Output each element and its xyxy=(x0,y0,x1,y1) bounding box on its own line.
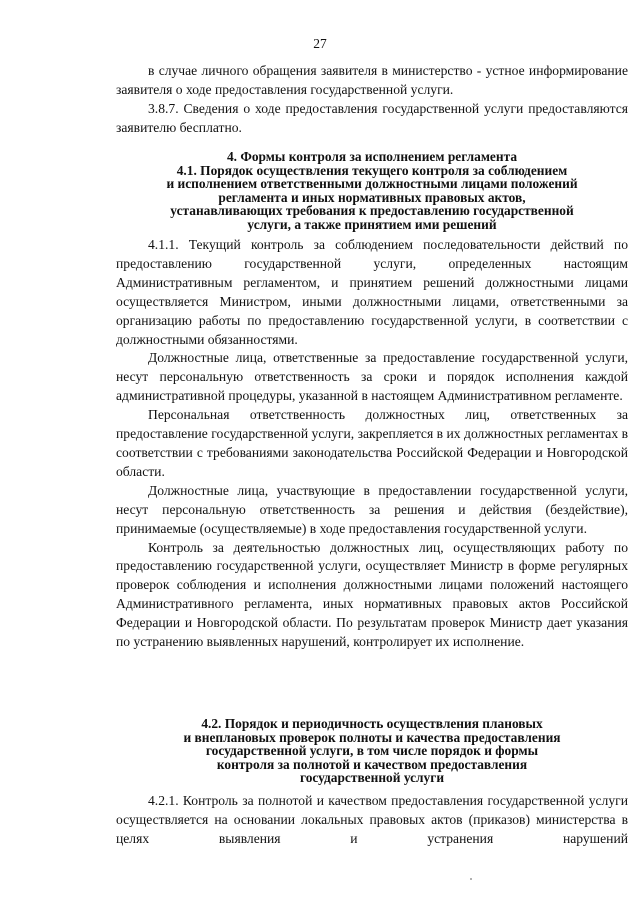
page-number: 27 xyxy=(313,36,327,51)
subsection-title-line: регламента и иных нормативных правовых актов, xyxy=(218,189,526,205)
subsection-title-line: 4.1. Порядок осуществления текущего контроля за соблюдением xyxy=(176,162,568,178)
subsection-title-line: и исполнением ответственными должностными лицами положений xyxy=(166,176,578,192)
intro-text xyxy=(116,62,628,138)
scan-speck xyxy=(470,878,472,880)
paragraph: в случае личного обращения заявителя в министерство - устное информирование заявителя о ходе предоставления государственной услуги. xyxy=(116,63,628,97)
subsection-title-line: контроля за полнотой и качеством предоставления xyxy=(216,756,528,772)
section-title: 4. Формы контроля за исполнением регламента xyxy=(226,149,518,164)
subsection-title-line: и внеплановых проверок полноты и качества предоставления xyxy=(183,729,561,745)
paragraph: Контроль за деятельностью должностных лиц, осуществляющих работу по предоставлению государственной услуги, осуществляет Министр в форме регулярных проверок соблюдения и исполнения должностными лицами положений настоящего Административного регламента, иных нормативных правовых актов Российской Федерации и Новгородской области. По результатам проверок Министр дает указания по устранению выявленных нарушений, контролирует их исполнение. xyxy=(116,539,628,650)
paragraph: Должностные лица, участвующие в предоставлении государственной услуги, несут персональную ответственность за решения и действия (бездействие), принимаемые (осуществляемые) в ходе предоставления государственной услуги. xyxy=(116,482,628,536)
paragraph: Персональная ответственность должностных лиц, ответственных за предоставление государственной услуги, закрепляется в их должностных регламентах в соответствии с требованиями законодательства Российской Федерации и Новгородской области. xyxy=(116,407,628,479)
subsection-title-line: государственной услуги, в том числе порядок и формы xyxy=(205,743,539,759)
subsection-title-line: услуги, а также принятием ими решений xyxy=(247,216,497,232)
subsection-title-line: государственной услуги xyxy=(299,770,445,786)
paragraph: 3.8.7. Сведения о ходе предоставления государственной услуги предоставляются заявителю бесплатно. xyxy=(116,100,628,135)
paragraph: 4.2.1. Контроль за полнотой и качеством предоставления государственной услуги осуществляется на основании локальных правовых актов (приказов) министерства в целях выявления и устранения нарушений xyxy=(116,793,628,846)
section-4-2-body xyxy=(116,792,628,849)
paragraph: Должностные лица, ответственные за предоставление государственной услуги, несут персональную ответственность за сроки и порядок исполнения каждой административной процедуры, указанной в настоящем Административном регламенте. xyxy=(116,350,628,404)
subsection-title-line: 4.2. Порядок и периодичность осуществления плановых xyxy=(201,716,543,731)
paragraph: 4.1.1. Текущий контроль за соблюдением последовательности действий по предоставлению государственной услуги, определенных настоящим Административным регламентом, и принятием решений должностными лицами осуществляется Министром, иными должностными лицами, ответственными за организацию работы по предоставлению государственной услуги, в соответствии с должностными обязанностями. xyxy=(116,237,628,347)
section-4-heading xyxy=(116,150,628,232)
section-4-2-heading xyxy=(116,717,628,785)
subsection-title-line: устанавливающих требования к предоставлению государственной xyxy=(170,203,574,219)
section-4-1-body xyxy=(116,236,628,652)
